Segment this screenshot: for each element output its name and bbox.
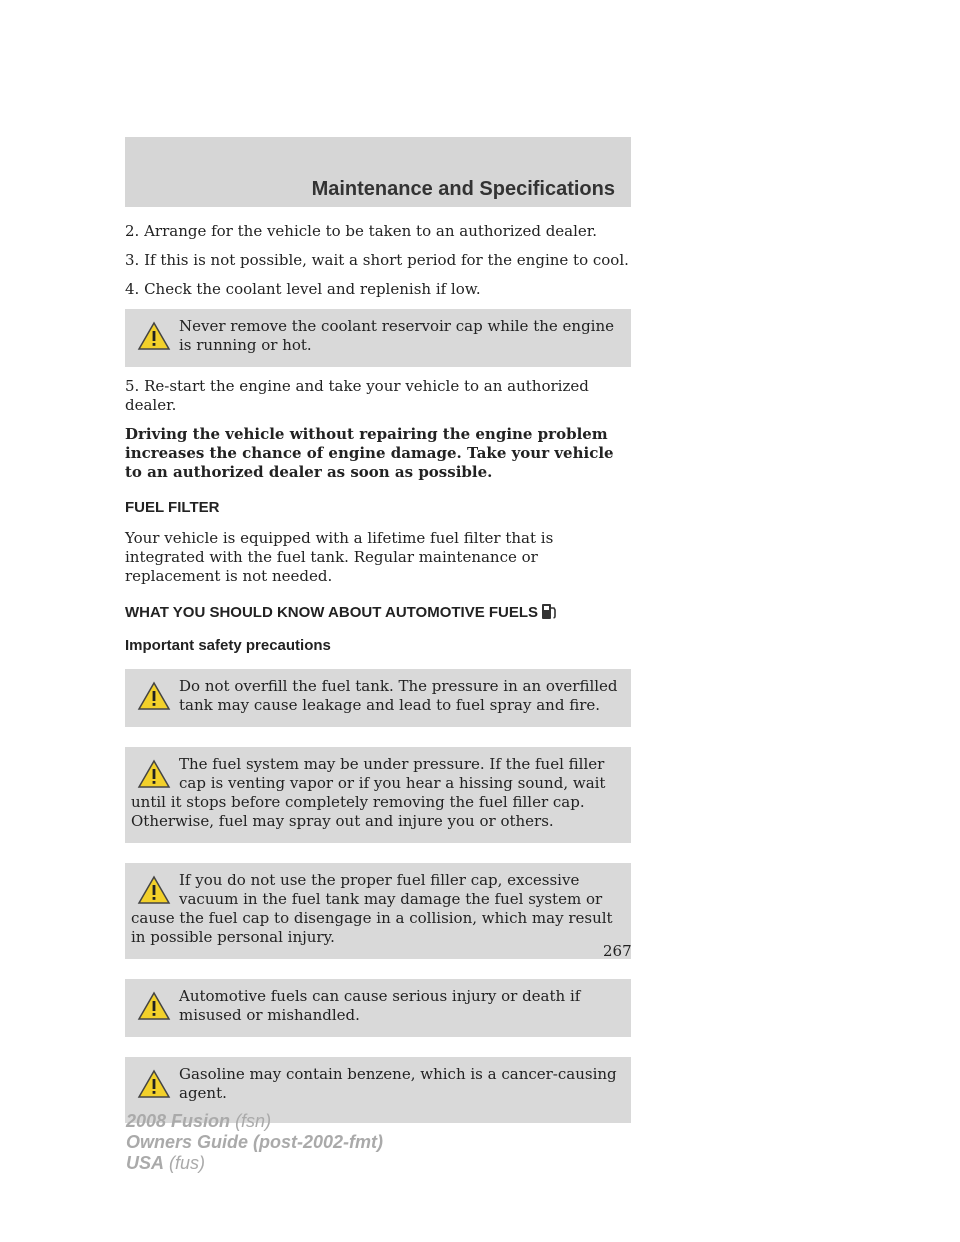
footer-model-code: (fsn)	[235, 1111, 272, 1131]
page-number: 267	[603, 942, 632, 960]
warning-triangle-icon	[137, 991, 171, 1021]
footer-line-model	[126, 1111, 383, 1132]
fuels-heading-text: WHAT YOU SHOULD KNOW ABOUT AUTOMOTIVE FUELS	[125, 604, 539, 621]
footer-line-guide	[126, 1132, 383, 1153]
warning-triangle-icon	[137, 1069, 171, 1099]
fuel-pump-icon	[541, 602, 557, 620]
warning-box-overfill	[125, 669, 631, 727]
warning-text: Automotive fuels can cause serious injury or death if misused or mishandled.	[179, 987, 581, 1024]
safety-subheading: Important safety precautions	[125, 637, 331, 654]
warning-box-misuse	[125, 979, 631, 1037]
section-title: Maintenance and Specifications	[311, 178, 615, 200]
footer-line-market	[126, 1153, 383, 1174]
step-5: 5. Re-start the engine and take your vehicle to an authorized dealer.	[125, 377, 589, 414]
step-4: 4. Check the coolant level and replenish if low.	[125, 280, 481, 298]
fuel-filter-text: Your vehicle is equipped with a lifetime fuel filter that is integrated with the fuel tank. Regular maintenance or replacement is not needed.	[125, 529, 554, 585]
warning-box-coolant	[125, 309, 631, 367]
warning-text: Gasoline may contain benzene, which is a cancer-causing agent.	[179, 1065, 617, 1102]
section-header-band	[125, 137, 631, 207]
warning-text: The fuel system may be under pressure. If the fuel filler cap is venting vapor or if you hear a hissing sound, wait until it stops before completely removing the fuel filler cap. Otherwise, fuel may spray out and injure you or others.	[131, 755, 606, 830]
warning-text: If you do not use the proper fuel filler cap, excessive vacuum in the fuel tank may damage the fuel system or cause the fuel cap to disengage in a collision, which may result in possible personal injury.	[131, 871, 613, 946]
warning-triangle-icon	[137, 875, 171, 905]
warning-triangle-icon	[137, 321, 171, 351]
footer-market-code: (fus)	[169, 1153, 206, 1173]
driving-note: Driving the vehicle without repairing the engine problem increases the chance of engine damage. Take your vehicle to an authorized dealer as soon as possible.	[125, 425, 614, 481]
document-footer	[126, 1111, 383, 1174]
page-content	[125, 222, 631, 1143]
warning-text: Do not overfill the fuel tank. The pressure in an overfilled tank may cause leakage and lead to fuel spray and fire.	[179, 677, 618, 714]
fuel-filter-heading: FUEL FILTER	[125, 499, 220, 516]
warning-triangle-icon	[137, 681, 171, 711]
fuels-heading	[125, 602, 631, 622]
warning-box-pressure	[125, 747, 631, 843]
warning-text: Never remove the coolant reservoir cap while the engine is running or hot.	[179, 317, 614, 354]
warning-triangle-icon	[137, 759, 171, 789]
footer-guide: Owners Guide (post-2002-fmt)	[126, 1132, 384, 1152]
footer-market: USA	[126, 1153, 165, 1173]
footer-model: 2008 Fusion	[126, 1111, 231, 1131]
warning-box-filler-cap	[125, 863, 631, 959]
step-2: 2. Arrange for the vehicle to be taken to an authorized dealer.	[125, 222, 598, 240]
step-3: 3. If this is not possible, wait a short period for the engine to cool.	[125, 251, 629, 269]
